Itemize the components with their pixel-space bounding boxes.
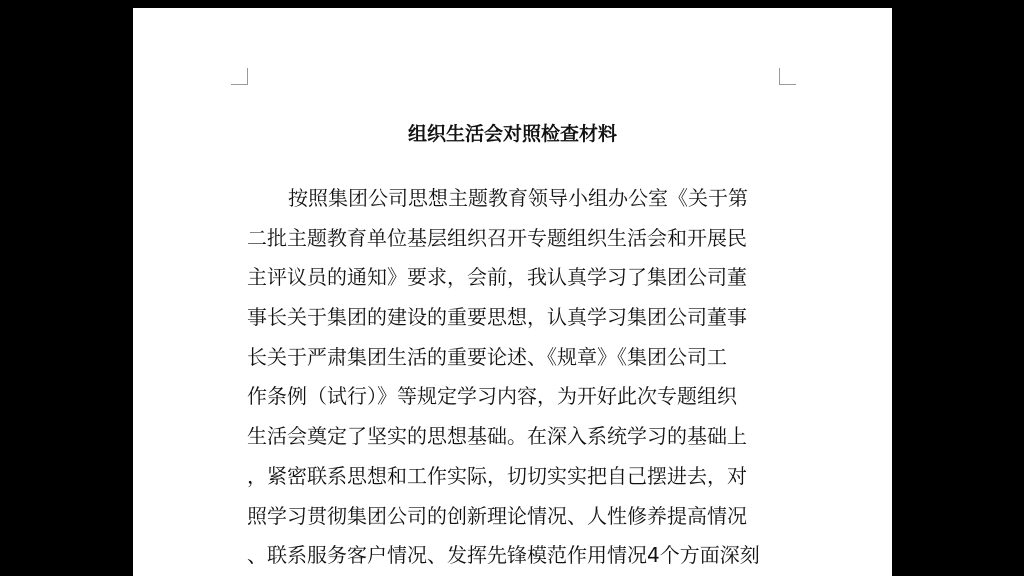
body-line: 主评议员的通知》要求，会前，我认真学习了集团公司董 — [247, 265, 747, 290]
body-line: 照学习贯彻集团公司的创新理论情况、人性修养提高情况 — [247, 503, 747, 528]
body-line: 事长关于集团的建设的重要思想，认真学习集团公司董事 — [247, 305, 747, 330]
document-title: 组织生活会对照检查材料 — [407, 123, 617, 145]
body-line: 按照集团公司思想主题教育领导小组办公室《关于第 — [288, 186, 748, 210]
body-line: 作条例（试行）》等规定学习内容，为开好此次专题组织 — [247, 384, 737, 409]
document-body — [247, 179, 807, 576]
margin-corner-mark-right — [779, 68, 796, 85]
body-line: 生活会奠定了坚实的思想基础。在深入系统学习的基础上 — [247, 424, 747, 449]
body-line: 长关于严肃集团生活的重要论述、《规章》《集团公司工 — [247, 344, 727, 369]
margin-corner-mark-left — [231, 68, 248, 85]
body-line: 、联系服务客户情况、发挥先锋模范作用情况4个方面深刻 — [247, 543, 760, 568]
document-page — [133, 8, 892, 576]
body-line: 二批主题教育单位基层组织召开专题组织生活会和开展民 — [247, 225, 747, 250]
body-line: ，紧密联系思想和工作实际，切切实实把自己摆进去，对 — [247, 463, 747, 488]
